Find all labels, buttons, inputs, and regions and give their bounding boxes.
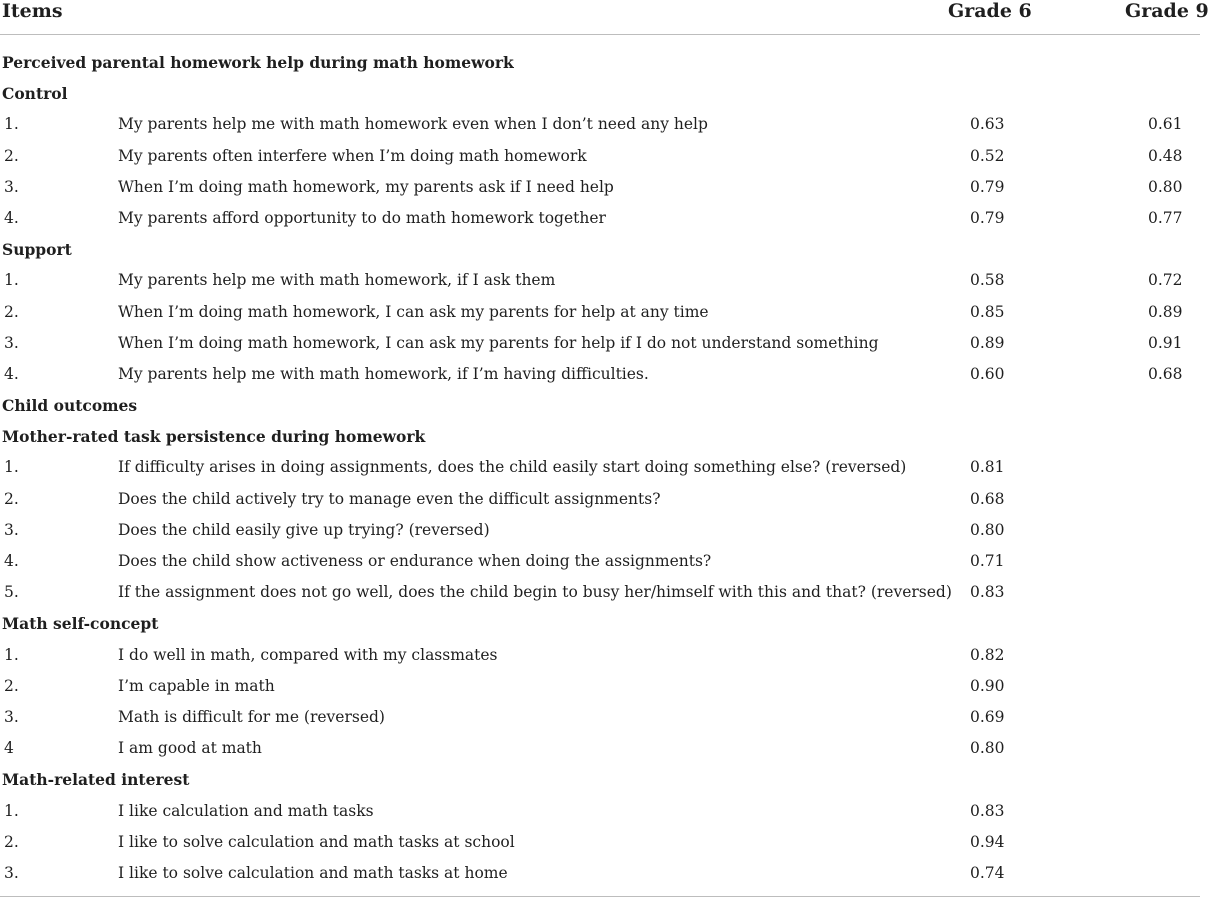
table-row (0, 858, 1200, 889)
item-text: Math is difficult for me (reversed) (118, 707, 385, 726)
grade-9-value: 0.91 (1148, 333, 1183, 352)
section-heading: Child outcomes (2, 396, 138, 416)
table-row (0, 733, 1200, 764)
item-number: 4. (4, 208, 19, 227)
item-text: I’m capable in math (118, 676, 275, 695)
grade-6-value: 0.69 (970, 707, 1005, 726)
section-heading: Support (2, 240, 72, 260)
header-grade-6: Grade 6 (948, 0, 1032, 22)
table-row (0, 172, 1200, 203)
item-number: 1. (4, 645, 19, 664)
section-heading: Control (2, 84, 68, 104)
grade-9-value: 0.80 (1148, 177, 1183, 196)
item-number: 3. (4, 333, 19, 352)
grade-6-value: 0.80 (970, 520, 1005, 539)
item-text: Does the child actively try to manage even the difficult assignments? (118, 489, 661, 508)
grade-6-value: 0.79 (970, 177, 1005, 196)
item-number: 5. (4, 583, 19, 602)
item-text: My parents often interfere when I’m doing math homework (118, 146, 587, 165)
grade-9-value: 0.77 (1148, 208, 1183, 227)
item-text: I do well in math, compared with my classmates (118, 645, 498, 664)
grade-6-value: 0.63 (970, 115, 1005, 134)
item-number: 2. (4, 676, 19, 695)
item-text: When I’m doing math homework, I can ask my parents for help if I do not understand something (118, 333, 879, 352)
grade-6-value: 0.74 (970, 863, 1005, 882)
table-row (0, 702, 1200, 733)
item-number: 2. (4, 832, 19, 851)
item-text: When I’m doing math homework, my parents ask if I need help (118, 177, 614, 196)
table-row (0, 359, 1200, 390)
table-row (0, 484, 1200, 515)
section-heading: Math-related interest (2, 770, 190, 790)
table-body (0, 47, 1200, 889)
grade-6-value: 0.82 (970, 645, 1005, 664)
item-text: I am good at math (118, 739, 262, 758)
item-text: Does the child easily give up trying? (reversed) (118, 520, 490, 539)
grade-9-value: 0.48 (1148, 146, 1183, 165)
table-row (0, 671, 1200, 702)
grade-9-value: 0.89 (1148, 302, 1183, 321)
item-text: Does the child show activeness or endurance when doing the assignments? (118, 552, 712, 570)
item-number: 4. (4, 552, 19, 570)
grade-6-value: 0.94 (970, 832, 1005, 851)
table-row (0, 515, 1200, 546)
item-text: My parents afford opportunity to do math homework together (118, 208, 606, 227)
item-number: 4 (4, 739, 14, 758)
table-row (0, 796, 1200, 827)
item-text: My parents help me with math homework, if I ask them (118, 271, 556, 290)
header-grade-9: Grade 9 (1125, 0, 1209, 22)
item-number: 3. (4, 863, 19, 882)
item-number: 3. (4, 707, 19, 726)
item-number: 1. (4, 801, 19, 820)
grade-6-value: 0.79 (970, 208, 1005, 227)
table-row (0, 203, 1200, 234)
section-heading: Perceived parental homework help during math homework (2, 53, 514, 72)
item-number: 1. (4, 271, 19, 290)
grade-9-value: 0.72 (1148, 271, 1183, 290)
grade-6-value: 0.89 (970, 333, 1005, 352)
item-number: 2. (4, 146, 19, 165)
grade-6-value: 0.58 (970, 271, 1005, 290)
grade-9-value: 0.68 (1148, 364, 1183, 383)
grade-6-value: 0.85 (970, 302, 1005, 321)
section-heading: Math self-concept (2, 614, 159, 634)
grade-6-value: 0.83 (970, 801, 1005, 820)
item-text: My parents help me with math homework even when I don’t need any help (118, 115, 708, 134)
table-row (0, 577, 1200, 608)
item-text: If difficulty arises in doing assignments, does the child easily start doing something else? (reversed) (118, 458, 907, 477)
table-row (0, 546, 1200, 577)
item-number: 3. (4, 177, 19, 196)
item-number: 4. (4, 364, 19, 383)
item-number: 3. (4, 520, 19, 539)
item-number: 2. (4, 489, 19, 508)
grade-9-value: 0.61 (1148, 115, 1183, 134)
bottom-rule (0, 896, 1200, 897)
item-number: 1. (4, 115, 19, 134)
item-number: 2. (4, 302, 19, 321)
table-row (0, 109, 1200, 140)
grade-6-value: 0.90 (970, 676, 1005, 695)
grade-6-value: 0.60 (970, 364, 1005, 383)
header-items: Items (2, 0, 63, 22)
table-header (0, 0, 1209, 35)
item-text: My parents help me with math homework, if I’m having difficulties. (118, 364, 649, 383)
table-row (0, 141, 1200, 172)
item-text: When I’m doing math homework, I can ask my parents for help at any time (118, 302, 709, 321)
table-row (0, 640, 1200, 671)
table-row (0, 452, 1200, 483)
grade-6-value: 0.83 (970, 583, 1005, 602)
table-row (0, 265, 1200, 296)
item-text: I like to solve calculation and math tasks at school (118, 832, 515, 851)
grade-6-value: 0.52 (970, 146, 1005, 165)
table-row (0, 297, 1200, 328)
item-number: 1. (4, 458, 19, 477)
item-text: I like calculation and math tasks (118, 801, 374, 820)
item-text: I like to solve calculation and math tasks at home (118, 863, 508, 882)
grade-6-value: 0.80 (970, 739, 1005, 758)
grade-6-value: 0.71 (970, 552, 1005, 570)
item-text: If the assignment does not go well, does the child begin to busy her/himself with this and that? (reversed) (118, 583, 952, 602)
table-row (0, 328, 1200, 359)
grade-6-value: 0.68 (970, 489, 1005, 508)
grade-6-value: 0.81 (970, 458, 1005, 477)
section-heading: Mother-rated task persistence during homework (2, 427, 426, 447)
table-row (0, 827, 1200, 858)
